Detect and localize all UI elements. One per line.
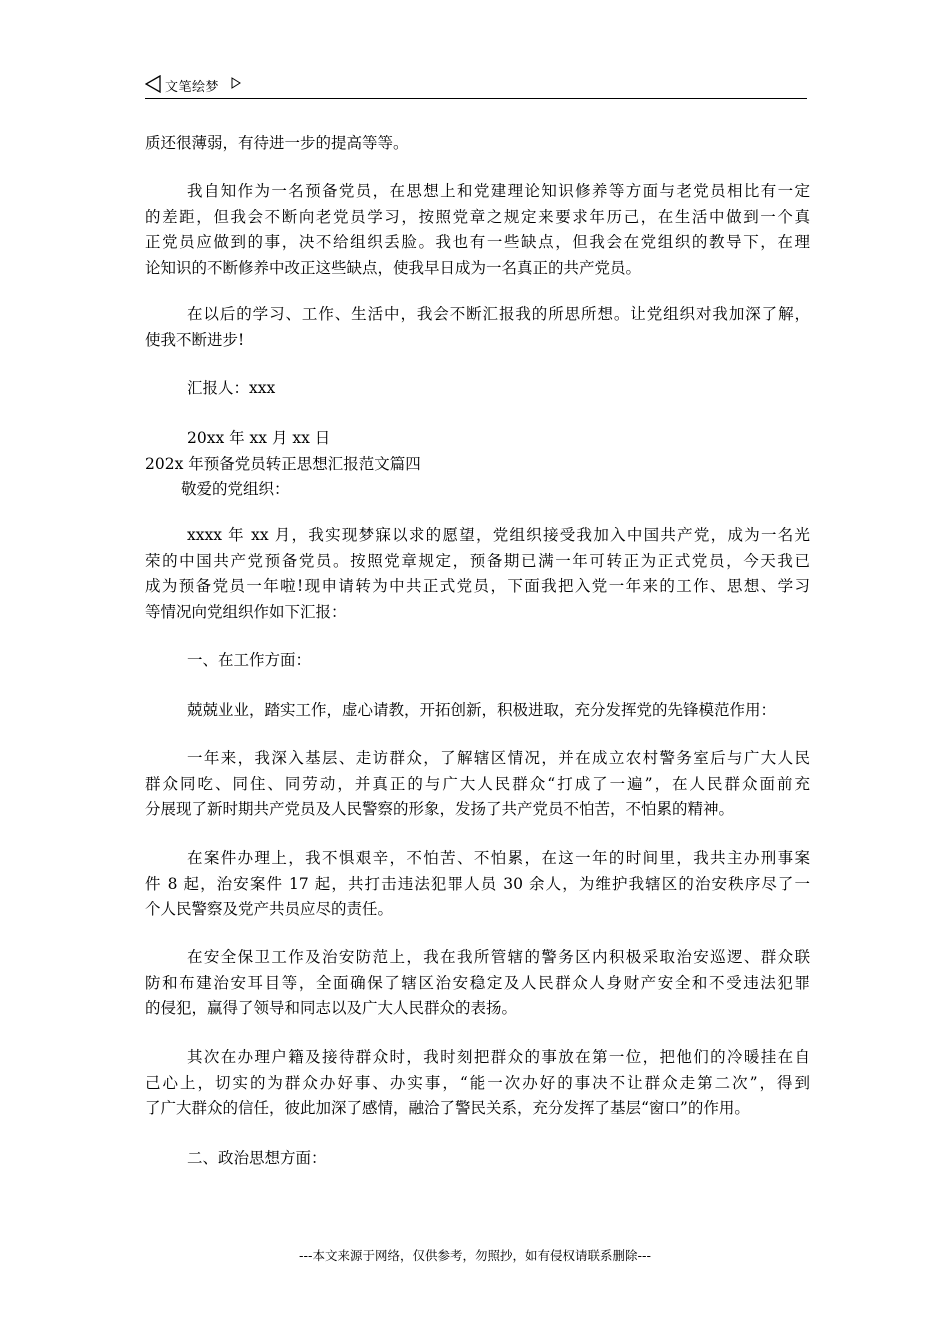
paragraph <box>145 746 810 823</box>
paragraph <box>145 131 810 157</box>
paragraph <box>145 302 810 353</box>
paragraph-line: 的侵犯，赢得了领导和同志以及广大人民群众的表扬。 <box>145 999 518 1017</box>
paragraph-line: 成为预备党员一年啦!现申请转为中共正式党员，下面我把入党一年来的工作、思想、学习 <box>145 577 810 595</box>
footer-notice: ---本文来源于网络，仅供参考，勿照抄，如有侵权请联系删除--- <box>298 1248 652 1263</box>
paragraph-line: 质还很薄弱，有待进一步的提高等等。 <box>145 134 409 152</box>
paragraph-line: 敬爱的党组织： <box>181 480 290 498</box>
paragraph-line: 群众同吃、同住、同劳动，并真正的与广大人民群众“打成了一遍”，在人民群众面前充 <box>145 774 810 793</box>
paragraph-line: 件 8 起，治安案件 17 起，共打击违法犯罪人员 30 余人，为维护我辖区的治安秩序尽了一 <box>145 874 810 893</box>
paragraph-line: 20xx 年 xx 月 xx 日 <box>187 429 331 447</box>
paragraph-line: 一年来，我深入基层、走访群众，了解辖区情况，并在成立农村警务室后与广大人民 <box>187 749 810 767</box>
paragraph-line: 正党员应做到的事，决不给组织丢脸。我也有一些缺点，但我会在党组织的教导下，在理 <box>145 233 810 251</box>
paragraph <box>145 376 810 402</box>
paragraph-line: 在安全保卫工作及治安防范上，我在我所管辖的警务区内积极采取治安巡逻、群众联 <box>187 948 810 966</box>
paragraph-line: 202x 年预备党员转正思想汇报范文篇四 <box>145 455 421 473</box>
paragraph-line: 了广大群众的信任，彼此加深了感情，融洽了警民关系，充分发挥了基层“窗口”的作用。 <box>145 1099 750 1117</box>
paragraph-line: 在以后的学习、工作、生活中，我会不断汇报我的所思所想。让党组织对我加深了解， <box>187 305 810 323</box>
paragraph <box>145 846 810 923</box>
paragraph-line: 分展现了新时期共产党员及人民警察的形象，发扬了共产党员不怕苦，不怕累的精神。 <box>145 800 735 818</box>
paragraph <box>145 1146 810 1172</box>
paragraph-line: xxxx 年 xx 月，我实现梦寐以求的愿望，党组织接受我加入中国共产党，成为一名光 <box>187 526 810 544</box>
triangle-right-icon <box>231 77 241 89</box>
paragraph <box>145 452 810 478</box>
paragraph-line: 己心上，切实的为群众办好事、办实事，“能一次办好的事决不让群众走第二次”，得到 <box>145 1073 810 1092</box>
paragraph-line: 荣的中国共产党预备党员。按照党章规定，预备期已满一年可转正为正式党员，今天我已 <box>145 551 810 570</box>
paragraph <box>145 426 810 452</box>
paragraph-line: 个人民警察及党产共员应尽的责任。 <box>145 900 394 918</box>
paragraph <box>145 648 810 674</box>
paragraph-line: 防和布建治安耳目等，全面确保了辖区治安稳定及人民群众人身财产安全和不受违法犯罪 <box>145 973 810 992</box>
paragraph-line: 兢兢业业，踏实工作，虚心请教，开拓创新，积极进取，充分发挥党的先锋模范作用： <box>187 701 777 719</box>
paragraph <box>145 945 810 1022</box>
paragraph <box>145 179 810 281</box>
paragraph-line: 一、在工作方面： <box>187 651 312 669</box>
page-header <box>145 73 807 99</box>
paragraph-line: 的差距，但我会不断向老党员学习，按照党章之规定来要求年历己，在生活中做到一个真 <box>145 207 810 226</box>
paragraph-line: 在案件办理上，我不惧艰辛，不怕苦、不怕累，在这一年的时间里，我共主办刑事案 <box>187 849 810 867</box>
paragraph-line: 二、政治思想方面： <box>187 1149 327 1167</box>
paragraph-line: 等情况向党组织作如下汇报： <box>145 602 347 621</box>
triangle-left-icon <box>145 75 161 93</box>
paragraph <box>145 1045 810 1122</box>
paragraph <box>145 477 810 503</box>
paragraph-line: 论知识的不断修养中改正这些缺点，使我早日成为一名真正的共产党员。 <box>145 258 642 277</box>
paragraph-line: 我自知作为一名预备党员，在思想上和党建理论知识修养等方面与老党员相比有一定 <box>187 182 810 200</box>
paragraph <box>145 523 810 625</box>
paragraph-line: 其次在办理户籍及接待群众时，我时刻把群众的事放在第一位，把他们的冷暖挂在自 <box>187 1048 810 1066</box>
paragraph <box>145 698 810 724</box>
paragraph-line: 使我不断进步! <box>145 330 245 349</box>
paragraph-line: 汇报人：xxx <box>187 379 276 397</box>
header-brand: 文笔绘梦 <box>165 80 220 95</box>
